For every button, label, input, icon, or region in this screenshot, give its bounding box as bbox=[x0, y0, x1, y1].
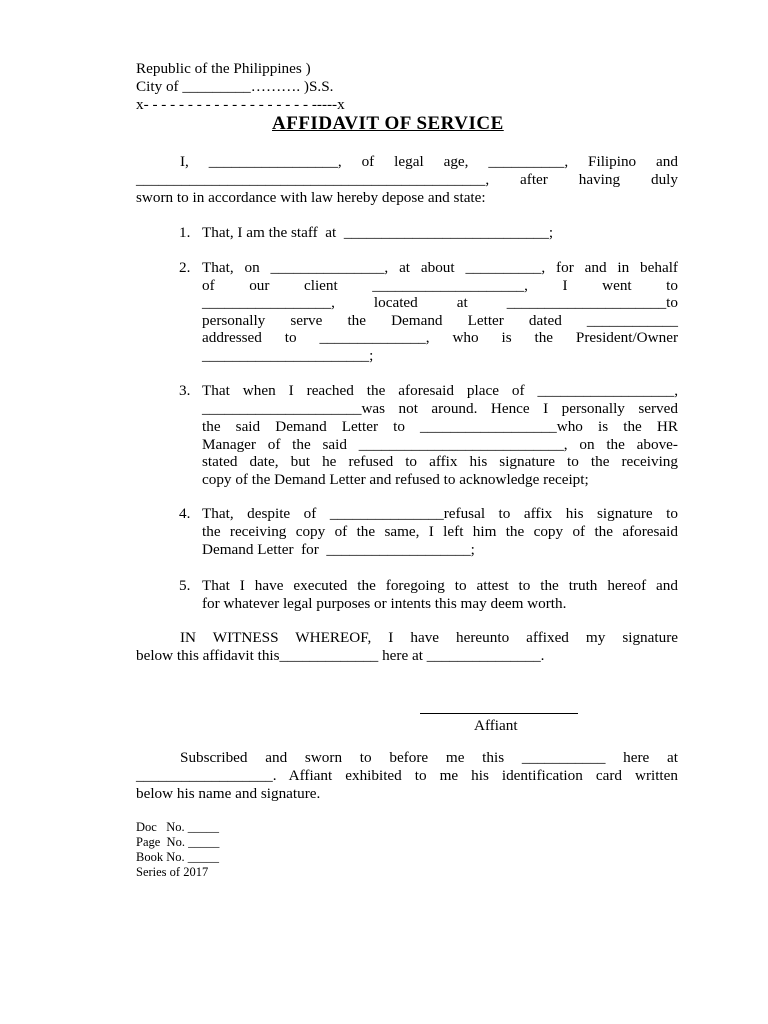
item-1-line-1: That, I am the staff at ___________________________; bbox=[202, 224, 554, 241]
item-4-line-1: That, despite of _______________refusal to affix his signature to bbox=[202, 505, 678, 522]
item-2-line-6: ______________________; bbox=[202, 347, 374, 364]
header-city: City of _________………. )S.S. bbox=[136, 78, 334, 95]
intro-line-1: I, _________________, of legal age, __________, Filipino and bbox=[180, 153, 678, 170]
header-divider: x- - - - - - - - - - - - - - - - - - - -----x bbox=[136, 96, 345, 113]
item-5-number: 5. bbox=[179, 577, 191, 594]
affiant-signature-line bbox=[420, 713, 578, 714]
item-3-line-5: stated date, but he refused to affix his signature to the receiving bbox=[202, 453, 678, 470]
item-3-line-3: the said Demand Letter to __________________who is the HR bbox=[202, 418, 678, 435]
subscribed-line-3: below his name and signature. bbox=[136, 785, 321, 802]
item-4-line-3: Demand Letter for ___________________; bbox=[202, 541, 475, 558]
item-5-line-2: for whatever legal purposes or intents this may deem worth. bbox=[202, 595, 567, 612]
item-2-line-2: of our client ____________________, I went to bbox=[202, 277, 678, 294]
witness-line-1: IN WITNESS WHEREOF, I have hereunto affixed my signature bbox=[180, 629, 678, 646]
item-2-line-4: personally serve the Demand Letter dated ____________ bbox=[202, 312, 678, 329]
notary-doc-no: Doc No. _____ bbox=[136, 820, 219, 834]
notary-book-no: Book No. _____ bbox=[136, 850, 219, 864]
document-title: AFFIDAVIT OF SERVICE bbox=[272, 113, 504, 134]
intro-line-3: sworn to in accordance with law hereby depose and state: bbox=[136, 189, 486, 206]
item-2-line-5: addressed to ______________, who is the President/Owner bbox=[202, 329, 678, 346]
item-3-line-4: Manager of the said ___________________________, on the above- bbox=[202, 436, 678, 453]
item-4-number: 4. bbox=[179, 505, 191, 522]
item-3-line-6: copy of the Demand Letter and refused to acknowledge receipt; bbox=[202, 471, 589, 488]
notary-page-no: Page No. _____ bbox=[136, 835, 220, 849]
item-3-line-2: _____________________was not around. Hence I personally served bbox=[202, 400, 678, 417]
item-3-line-1: That when I reached the aforesaid place of __________________, bbox=[202, 382, 678, 399]
item-5-line-1: That I have executed the foregoing to attest to the truth hereof and bbox=[202, 577, 678, 594]
item-2-line-3: _________________, located at _____________________to bbox=[202, 294, 678, 311]
intro-line-2: ______________________________________________, after having duly bbox=[136, 171, 678, 188]
affiant-label: Affiant bbox=[474, 717, 518, 734]
item-4-line-2: the receiving copy of the same, I left him the copy of the aforesaid bbox=[202, 523, 678, 540]
witness-line-2: below this affidavit this_____________ here at _______________. bbox=[136, 647, 545, 664]
item-2-line-1: That, on _______________, at about __________, for and in behalf bbox=[202, 259, 678, 276]
subscribed-line-1: Subscribed and sworn to before me this ___________ here at bbox=[180, 749, 678, 766]
subscribed-line-2: __________________. Affiant exhibited to me his identification card written bbox=[136, 767, 678, 784]
header-republic: Republic of the Philippines ) bbox=[136, 60, 311, 77]
item-2-number: 2. bbox=[179, 259, 191, 276]
item-3-number: 3. bbox=[179, 382, 191, 399]
notary-series: Series of 2017 bbox=[136, 865, 209, 879]
item-1-number: 1. bbox=[179, 224, 191, 241]
